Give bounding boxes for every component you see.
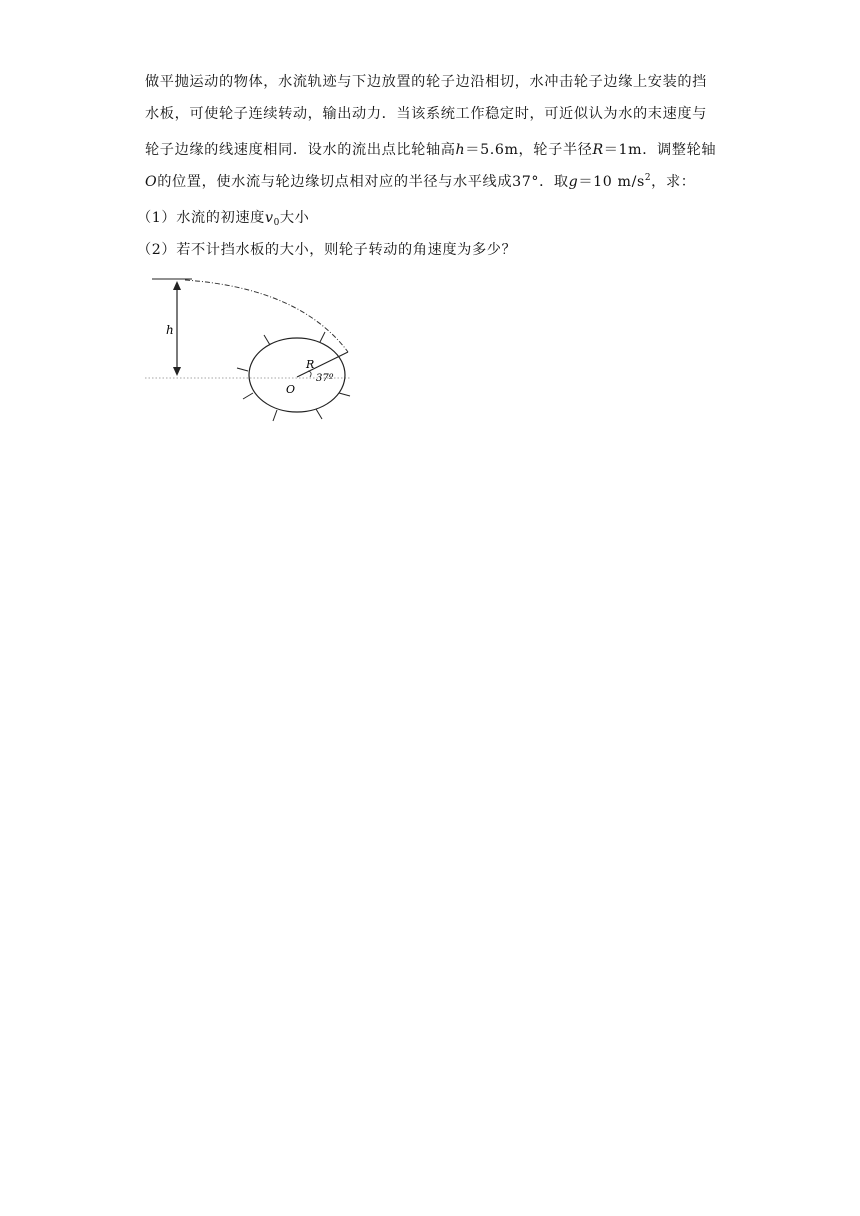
gravity-exponent: 2	[644, 173, 652, 183]
paddle	[264, 335, 270, 345]
angle-label: 37º	[316, 373, 334, 384]
paddle	[320, 332, 325, 342]
problem-line-2	[145, 104, 725, 124]
paddle	[316, 409, 322, 419]
problem-text-2: 水板，可使轮子连续转动，输出动力．当该系统工作稳定时，可近似认为水的末速度与	[145, 106, 707, 122]
radius-value: ＝1m．调整轮轴	[603, 142, 717, 158]
take-text: ．取	[539, 174, 569, 190]
question-1	[137, 208, 717, 228]
question-1-suffix: 大小	[279, 210, 310, 226]
radius-symbol: R	[592, 142, 604, 158]
height-arrow-top	[173, 281, 181, 290]
axle-symbol: O	[145, 174, 158, 190]
problem-line-3	[145, 140, 725, 160]
water-wheel-figure	[140, 270, 370, 430]
height-symbol: h	[455, 142, 466, 158]
problem-line-1	[145, 72, 725, 92]
question-2-text: （2）若不计挡水板的大小，则轮子转动的角速度为多少？	[137, 242, 517, 258]
paddle	[339, 393, 350, 396]
paddle	[237, 368, 248, 371]
gravity-value: ＝10 m/s	[578, 174, 645, 190]
center-label: O	[286, 383, 296, 396]
paddle	[273, 410, 277, 421]
ask-text: ，求：	[651, 174, 696, 190]
height-label: h	[166, 323, 174, 337]
question-1-prefix: （1）水流的初速度	[137, 210, 265, 226]
angle-value: 37°	[512, 174, 540, 190]
problem-line-4	[145, 172, 725, 192]
figure-svg	[140, 270, 370, 430]
problem-text-4: 的位置，使水流与轮边缘切点相对应的半径与水平线成	[157, 174, 513, 190]
velocity-subscript: 0	[273, 218, 280, 228]
radius-label: R	[306, 358, 315, 371]
paddle	[243, 393, 253, 399]
velocity-symbol: v	[264, 210, 274, 226]
question-2	[137, 240, 717, 260]
problem-text-1: 做平抛运动的物体，水流轨迹与下边放置的轮子边沿相切，水冲击轮子边缘上安装的挡	[145, 74, 707, 90]
gravity-symbol: g	[568, 174, 579, 190]
problem-text-3: 轮子边缘的线速度相同．设水的流出点比轮轴高	[145, 142, 456, 158]
height-arrow-bottom	[173, 367, 181, 376]
height-value: ＝5.6m，轮子半径	[465, 142, 593, 158]
water-trajectory	[185, 280, 348, 352]
